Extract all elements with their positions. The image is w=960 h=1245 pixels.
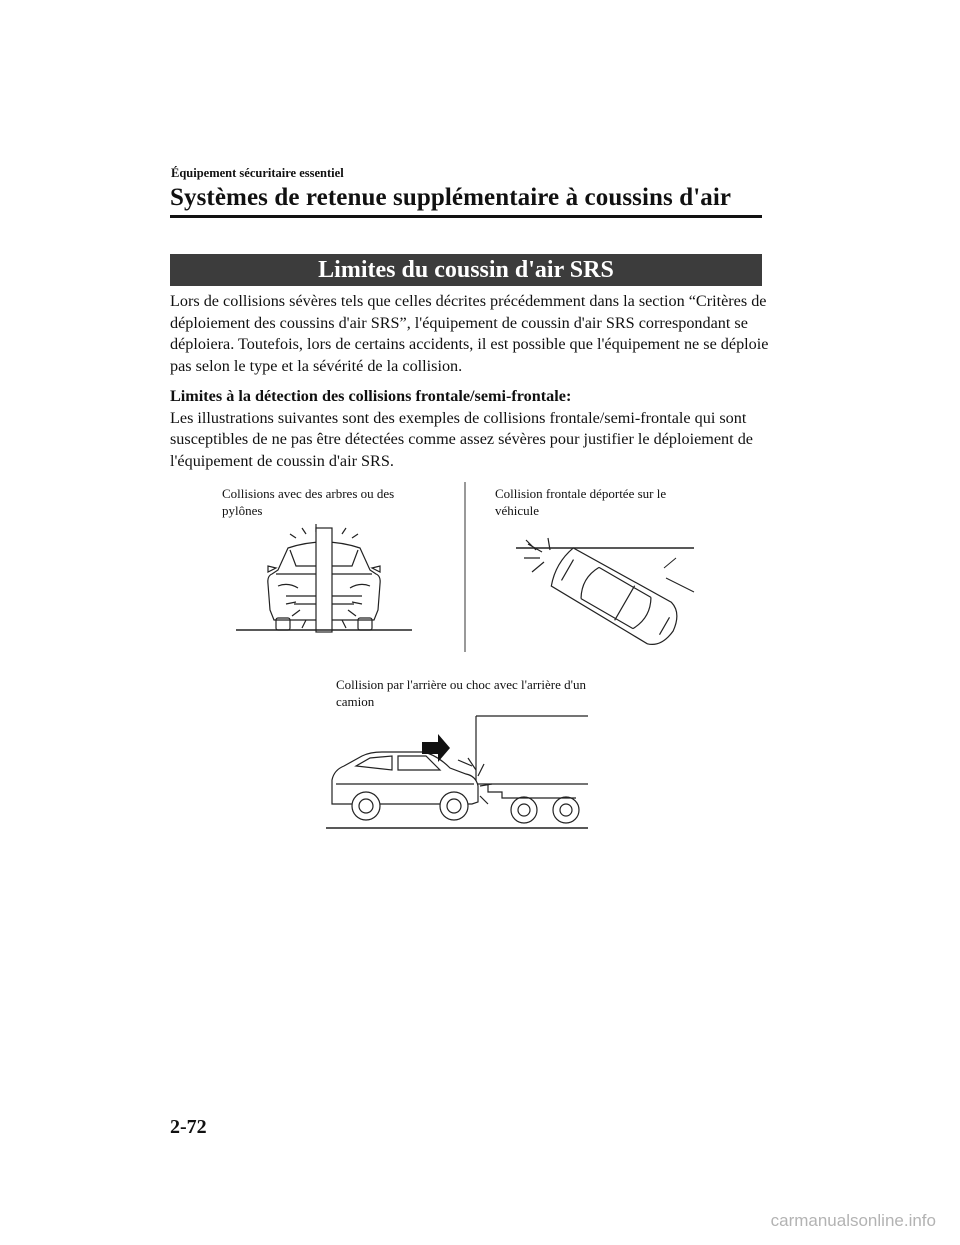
chapter-divider <box>170 215 762 218</box>
frontal-line: l'équipement de coussin d'air SRS. <box>170 451 394 470</box>
frontal-line: susceptibles de ne pas être détectées comme assez sévères pour justifier le déploiement de <box>170 430 753 448</box>
frontal-line: Les illustrations suivantes sont des exemples de collisions frontale/semi-frontale qui sont <box>170 408 747 427</box>
frontal-limits-heading: Limites à la détection des collisions frontale/semi-frontale: <box>170 387 572 405</box>
caption-line: pylônes <box>222 502 263 518</box>
intro-line: Lors de collisions sévères tels que celles décrites précédemment dans la section “Critères de <box>170 292 767 310</box>
truck-collision-illustration <box>326 714 588 830</box>
figure-divider <box>464 482 466 652</box>
tree-collision-caption <box>222 486 394 519</box>
intro-line: déploiement des coussins d'air SRS”, l'équipement de coussin d'air SRS correspondant se <box>170 313 748 332</box>
caption-line: Collisions avec des arbres ou des <box>222 486 395 501</box>
frontal-limits-block <box>170 386 770 472</box>
offset-collision-caption <box>495 486 666 519</box>
intro-line: déploiera. Toutefois, lors de certains accidents, il est possible que l'équipement ne se déploie <box>170 335 769 353</box>
caption-line: camion <box>336 693 375 709</box>
tree-collision-illustration <box>236 528 412 638</box>
section-banner: Limites du coussin d'air SRS <box>170 254 762 286</box>
caption-line: Collision frontale déportée sur le <box>495 486 667 501</box>
truck-collision-caption <box>336 677 586 710</box>
caption-line: véhicule <box>495 502 540 518</box>
chapter-title: Systèmes de retenue supplémentaire à coussins d'air <box>170 184 732 211</box>
page-number: 2-72 <box>170 1116 207 1138</box>
caption-line: Collision par l'arrière ou choc avec l'arrière d'un <box>336 677 586 692</box>
section-label: Équipement sécuritaire essentiel <box>171 166 344 180</box>
offset-collision-illustration <box>516 538 696 650</box>
intro-line: pas selon le type et la sévérité de la collision. <box>170 356 463 375</box>
watermark: carmanualsonline.info <box>770 1211 936 1230</box>
intro-paragraph <box>170 291 770 377</box>
